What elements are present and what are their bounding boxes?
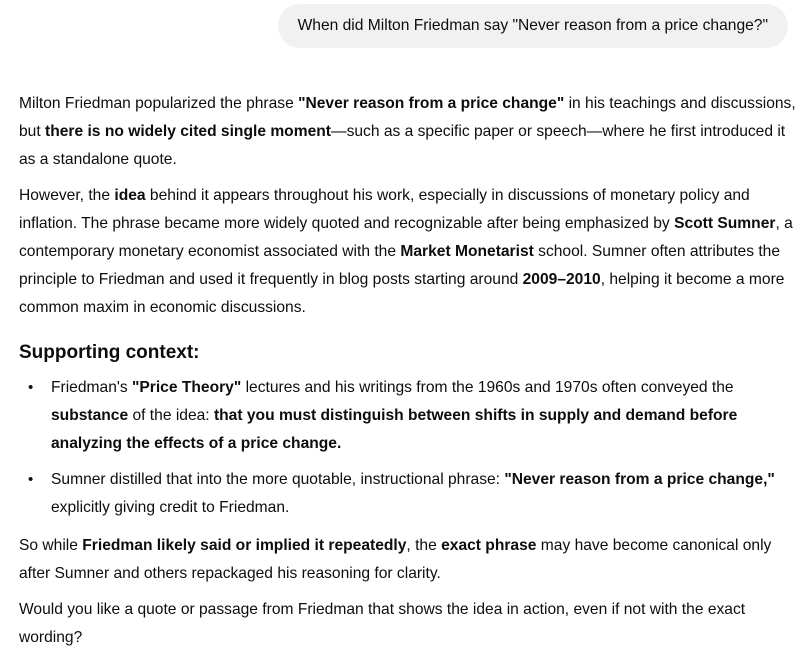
bold-text: Friedman likely said or implied it repeatedly [82,537,407,554]
text: Milton Friedman popularized the phrase [19,95,299,112]
text: explicitly giving credit to Friedman. [51,499,290,516]
text: may have become canonical only after Sumner and others repackaged his reasoning for clarity. [19,537,772,582]
answer-paragraph-2 [19,182,799,322]
text: Would you like a quote or passage from Friedman that shows the idea in action, even if not with the exact wording? [19,601,746,646]
bold-text: "Never reason from a price change" [298,95,565,112]
bold-text: 2009–2010 [522,271,601,288]
bullet-icon: • [28,471,34,488]
supporting-context-list [19,374,799,522]
user-message-row [278,4,788,48]
user-message-bubble [278,4,788,48]
text: , the [406,537,442,554]
text: Sumner distilled that into the more quotable, instructional phrase: [51,471,505,488]
user-message-text: When did Milton Friedman say "Never reason from a price change?" [297,17,768,34]
answer-paragraph-4 [19,596,799,652]
bold-text: that you must distinguish between shifts in supply and demand before analyzing the effects of a price change. [51,407,738,452]
bold-text: Scott Sumner [674,215,776,232]
text: lectures and his writings from the 1960s and 1970s often conveyed the [241,379,734,396]
section-heading: Supporting context: [19,342,200,363]
bold-text: "Never reason from a price change," [504,471,775,488]
text: behind it appears throughout his work, especially in discussions of monetary policy and inflation. The phrase became more widely quoted and recognizable after being emphasized by [19,187,750,232]
text: in his teachings and discussions, but [19,95,796,140]
text: , a contemporary monetary economist associated with the [19,215,793,260]
bold-text: "Price Theory" [131,379,242,396]
text: school. Sumner often attributes the principle to Friedman and used it frequently in blog posts starting around [19,243,781,288]
assistant-answer [19,90,799,660]
bold-text: there is no widely cited single moment [45,123,331,140]
bold-text: idea [114,187,146,204]
text: Friedman's [51,379,132,396]
bullet-icon: • [28,379,34,396]
text: —such as a specific paper or speech—where he first introduced it as a standalone quote. [19,123,786,168]
answer-paragraph-3 [19,532,799,588]
bold-text: exact phrase [441,537,537,554]
answer-paragraph-1 [19,90,799,174]
text: So while [19,537,83,554]
text: of the idea: [128,407,214,424]
bold-text: substance [51,407,129,424]
list-item [19,374,799,458]
text: , helping it become a more common maxim in economic discussions. [19,271,785,316]
list-item [19,466,799,522]
text: However, the [19,187,115,204]
bold-text: Market Monetarist [400,243,534,260]
